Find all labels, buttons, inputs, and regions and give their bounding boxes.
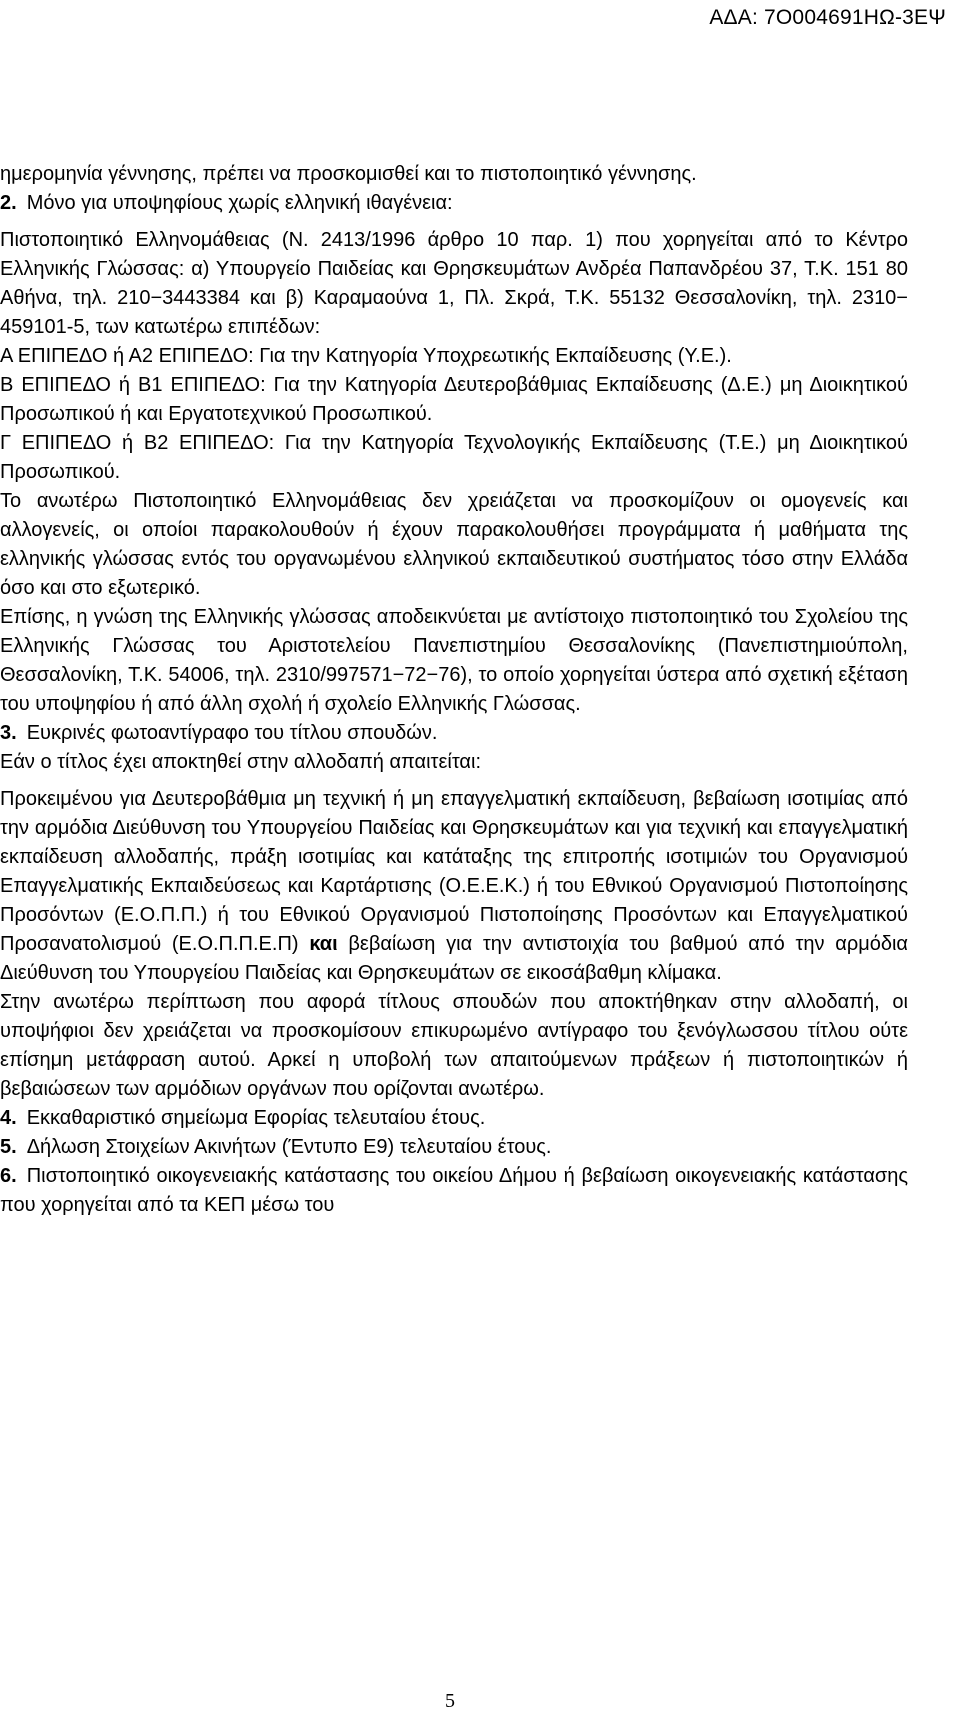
item-4-tax-statement [0, 1104, 908, 1133]
item-text: Ευκρινές φωτοαντίγραφο του τίτλου σπουδών. [26, 722, 438, 744]
page-number: 5 [445, 1690, 455, 1712]
paragraph-text: Πιστοποιητικό Ελληνομάθειας (Ν. 2413/1996 άρθρο 10 παρ. 1) που χορηγείται από το Κέντρο Ελληνικής Γλώσσας: α) Υπουργείο Παιδείας και Θρησκευμάτων Ανδρέα Παπανδρέου 37, Τ.Κ. 151 80 Αθήνα, τηλ. 210−3443384 και β) Καραμαούνα 1, Πλ. Σκρά, Τ.Κ. 55132 Θεσσαλονίκη, τηλ. 2310− 459101-5, των κατωτέρω επιπέδων: [0, 229, 908, 338]
paragraph-text: Εάν ο τίτλος έχει αποκτηθεί στην αλλοδαπή απαιτείται: [0, 751, 481, 773]
paragraph-birth-certificate [0, 160, 908, 189]
document-body [0, 160, 908, 1220]
paragraph-text: Στην ανωτέρω περίπτωση που αφορά τίτλους σπουδών που αποκτήθηκαν στην αλλοδαπή, οι υποψήφιοι δεν χρειάζεται να προσκομίσουν επικυρωμένο αντίγραφο του ξενόγλωσσου τίτλου ούτε επίσημη μετάφραση αυτού. Αρκεί η υποβολή των απαιτούμενων πράξεων ή πιστοποιητικών ή βεβαιώσεων των αρμόδιων οργάνων που ορίζονται ανωτέρω. [0, 991, 908, 1100]
paragraph-greek-language-certificate [0, 226, 908, 342]
item-text: Πιστοποιητικό οικογενειακής κατάστασης του οικείου Δήμου ή βεβαίωση οικογενειακής κατάστασης που χορηγείται από τα ΚΕΠ μέσω του [0, 1165, 908, 1216]
document-reference-code: ΑΔΑ: 7Ο004691ΗΩ-3ΕΨ [709, 6, 946, 29]
item-2-non-greek-citizens [0, 189, 908, 218]
paragraph-text: ημερομηνία γέννησης, πρέπει να προσκομισθεί και το πιστοποιητικό γέννησης. [0, 163, 697, 185]
paragraph-foreign-degree-equivalence [0, 785, 908, 988]
paragraph-text: Α ΕΠΙΠΕΔΟ ή Α2 ΕΠΙΠΕΔΟ: Για την Κατηγορία Υποχρεωτικής Εκπαίδευσης (Υ.Ε.). [0, 345, 732, 367]
item-text: Μόνο για υποψηφίους χωρίς ελληνική ιθαγένεια: [26, 192, 453, 214]
item-text: Δήλωση Στοιχείων Ακινήτων (Έντυπο Ε9) τελευταίου έτους. [26, 1136, 552, 1158]
item-number: 2. [0, 192, 17, 214]
paragraph-certificate-exemption [0, 487, 908, 603]
bold-conjunction: και [309, 933, 338, 955]
item-number: 3. [0, 722, 17, 744]
paragraph-text: Γ ΕΠΙΠΕΔΟ ή Β2 ΕΠΙΠΕΔΟ: Για την Κατηγορία Τεχνολογικής Εκπαίδευσης (Τ.Ε.) μη Διοικητικού Προσωπικού. [0, 432, 908, 483]
paragraph-foreign-degree-intro [0, 748, 908, 777]
paragraph-aristotle-university-certificate [0, 603, 908, 719]
item-text: Εκκαθαριστικό σημείωμα Εφορίας τελευταίου έτους. [26, 1107, 486, 1129]
item-number: 6. [0, 1165, 17, 1187]
paragraph-level-b [0, 371, 908, 429]
item-6-family-status-certificate [0, 1162, 908, 1220]
item-number: 5. [0, 1136, 17, 1158]
paragraph-level-a [0, 342, 908, 371]
paragraph-text: Προκειμένου για Δευτεροβάθμια μη τεχνική ή μη επαγγελματική εκπαίδευση, βεβαίωση ισοτιμίας από την αρμόδια Διεύθυνση του Υπουργείου Παιδείας και Θρησκευμάτων και για τεχνική και επαγγελματική εκπαίδευση αλλοδαπής, πράξη ισοτιμίας και κατάταξης της επιτροπής ισοτιμιών του Οργανισμού Επαγγελματικής Εκπαιδεύσεως και Καρτάρτισης (Ο.Ε.Ε.Κ.) ή του Εθνικού Οργανισμού Πιστοποίησης Προσόντων (Ε.Ο.Π.Π.) ή του Εθνικού Οργανισμού Πιστοποίησης Προσόντων και Επαγγελματικού Προσανατολισμού (Ε.Ο.Π.Π.Ε.Π) [0, 788, 908, 955]
item-number: 4. [0, 1107, 17, 1129]
item-5-property-declaration [0, 1133, 908, 1162]
paragraph-level-c [0, 429, 908, 487]
item-3-degree-copy [0, 719, 908, 748]
paragraph-text: Επίσης, η γνώση της Ελληνικής γλώσσας αποδεικνύεται με αντίστοιχο πιστοποιητικό του Σχολείου της Ελληνικής Γλώσσας του Αριστοτελείου Πανεπιστημίου Θεσσαλονίκης (Πανεπιστημιούπολη, Θεσσαλονίκη, Τ.Κ. 54006, τηλ. 2310/997571−72−76), το οποίο χορηγείται ύστερα από σχετική εξέταση του υποψηφίου ή από άλλη σχολή ή σχολείο Ελληνικής Γλώσσας. [0, 606, 908, 715]
paragraph-text: Β ΕΠΙΠΕΔΟ ή Β1 ΕΠΙΠΕΔΟ: Για την Κατηγορία Δευτεροβάθμιας Εκπαίδευσης (Δ.Ε.) μη Διοικητικού Προσωπικού ή και Εργατοτεχνικού Προσωπικού. [0, 374, 908, 425]
paragraph-foreign-degree-translation-exemption [0, 988, 908, 1104]
paragraph-text: βεβαίωση για την αντιστοιχία του βαθμού από την αρμόδια Διεύθυνση του Υπουργείου Παιδείας και Θρησκευμάτων σε εικοσάβαθμη κλίμακα. [0, 933, 908, 984]
paragraph-text: Το ανωτέρω Πιστοποιητικό Ελληνομάθειας δεν χρειάζεται να προσκομίζουν οι ομογενείς και αλλογενείς, οι οποίοι παρακολουθούν ή έχουν παρακολουθήσει προγράμματα ή μαθήματα της ελληνικής γλώσσας εντός του οργανωμένου ελληνικού εκπαιδευτικού συστήματος τόσο στην Ελλάδα όσο και στο εξωτερικό. [0, 490, 908, 599]
